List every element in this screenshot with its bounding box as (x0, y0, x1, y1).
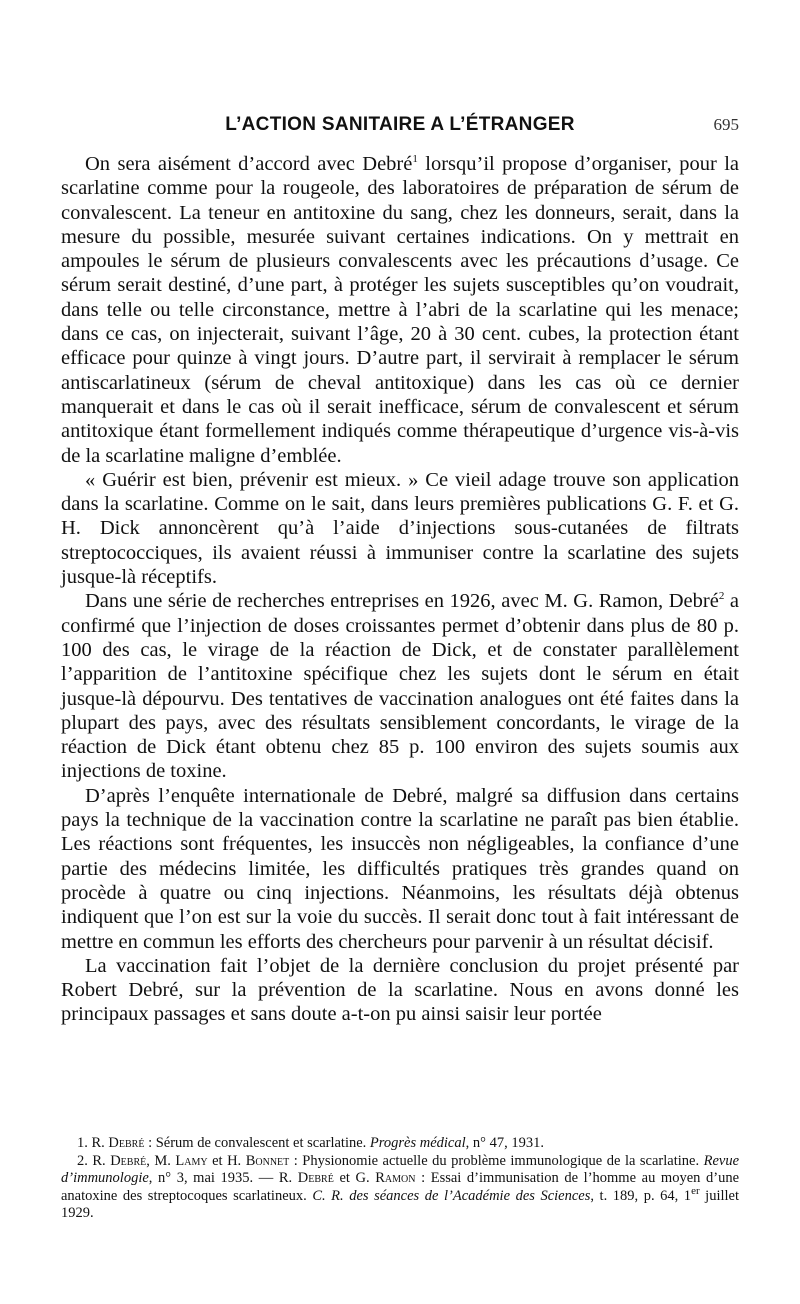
footnote-ref: 2 (718, 590, 725, 603)
book-page (61, 0, 739, 1304)
footnote-author: Bonnet (245, 1152, 290, 1169)
footnote-text: et H. (207, 1152, 246, 1169)
footnote-text: : Essai d’immunisation de l’homme au moyen d’une anatoxine des streptocoques scarlatineux. (61, 1170, 740, 1204)
paragraph: D’après l’enquête internationale de Debré, malgré sa diffusion dans certains pays la technique de la vaccination contre la scarlatine ne paraît pas bien établie. Les réactions sont fréquentes, les insuccès non négligeables, la confiance d’une partie des médecins limitée, les difficultés pratiques très grandes quand on procède à quatre ou cinq injections. Néanmoins, les résultats déjà obtenus indiquent que l’on est sur la voie du succès. Il serait donc tout à fait intéressant de mettre en commun les efforts des chercheurs pour parvenir à un résultat décisif. (61, 784, 739, 953)
paragraph (61, 152, 739, 468)
footnote-author: Debré (108, 1135, 145, 1151)
paragraph-text: a confirmé que l’injection de doses croissantes permet d’obtenir dans plus de 80 p. 100 des cas, le virage de la réaction de Dick, et de constater parallèlement l’apparition de l’antitoxine spécifique chez les sujets dont le sérum en était jusque-là dépourvu. Des tentatives de vaccination analogues ont été faites dans la plupart des pays, avec des résultats sensiblement concordants, le virage de la réaction de Dick étant obtenu chez 85 p. 100 environ des sujets soumis aux injections de toxine. (61, 590, 739, 783)
footnote-author: Debré (297, 1170, 334, 1186)
body-text (61, 152, 739, 1027)
paragraph-text: On sera aisément d’accord avec Debré (85, 153, 413, 175)
footnotes (61, 1135, 739, 1223)
footnote-text: , n° 3, mai 1935. — R. (148, 1170, 298, 1186)
footnote (61, 1135, 739, 1153)
footnote-ref: 1 (412, 153, 418, 166)
paragraph-text: lorsqu’il propose d’organiser, pour la scarlatine comme pour la rougeole, des laboratoires de préparation de sérum de convalescent. La teneur en antitoxine du sang, chez les donneurs, serait, dans la mesure du possible, mesurée suivant certaines indications. On y mettrait en ampoules le sérum de plusieurs convalescents avec les précautions d’usage. Ce sérum serait destiné, d’une part, à protéger les sujets susceptibles qu’on voudrait, dans telle ou telle circonstance, mettre à l’abri de la scarlatine qui les menace; dans ce cas, on injecterait, suivant l’âge, 20 à 30 cent. cubes, la protection étant efficace pour quinze à vingt jours. D’autre part, il servirait à remplacer le sérum antiscarlatineux (sérum de cheval antitoxique) dans les cas où ce dernier manquerait et dans le cas où il serait inefficace, sérum de convalescent et sérum antitoxique étant formellement indiqués comme thérapeutique d’urgence vis-à-vis de la scarlatine maligne d’emblée. (61, 153, 739, 467)
footnote-journal: Revue d’immunologie (61, 1152, 740, 1186)
paragraph: La vaccination fait l’objet de la dernière conclusion du projet présenté par Robert Debré, sur la prévention de la scarlatine. Nous en avons donné les principaux passages et sans doute a-t-on pu ainsi saisir leur portée (61, 954, 739, 1026)
running-title: L’ACTION SANITAIRE A L’ÉTRANGER (225, 114, 575, 135)
footnote-number: 2. R. (77, 1152, 111, 1169)
paragraph: « Guérir est bien, prévenir est mieux. » Ce vieil adage trouve son application dans la scarlatine. Comme on le sait, dans leurs premières publications G. F. et G. H. Dick annoncèrent qu’à l’aide d’injections sous-cutanées de filtrats streptococciques, ils avaient réussi à immuniser contre la scarlatine des sujets jusque-là réceptifs. (61, 468, 739, 589)
paragraph-text: Dans une série de recherches entreprises en 1926, avec M. G. Ramon, Debré (85, 590, 719, 613)
footnote-journal: Progrès médical (369, 1135, 466, 1151)
footnote-journal: C. R. des séances de l’Académie des Sciences (312, 1187, 591, 1204)
footnote-number: 1. R. (77, 1135, 109, 1151)
footnote-text: , M. (146, 1152, 176, 1169)
paragraph (61, 589, 739, 783)
footnote-superscript: er (691, 1184, 700, 1197)
footnote-author: Debré (110, 1152, 147, 1169)
page-number: 695 (713, 115, 739, 134)
footnote-text: : Physionomie actuelle du problème immunologique de la scarlatine. (289, 1152, 704, 1169)
page-header (61, 114, 739, 144)
footnote-text: , n° 47, 1931. (465, 1135, 544, 1151)
footnote (61, 1153, 739, 1223)
footnote-author: Lamy (175, 1152, 208, 1169)
footnote-text: : Sérum de convalescent et scarlatine. (144, 1135, 370, 1151)
footnote-author: Ramon (375, 1170, 416, 1186)
footnote-text: et G. (333, 1170, 376, 1186)
footnote-text: , t. 189, p. 64, 1 (590, 1187, 692, 1204)
footnote-text: juillet 1929. (61, 1187, 739, 1221)
